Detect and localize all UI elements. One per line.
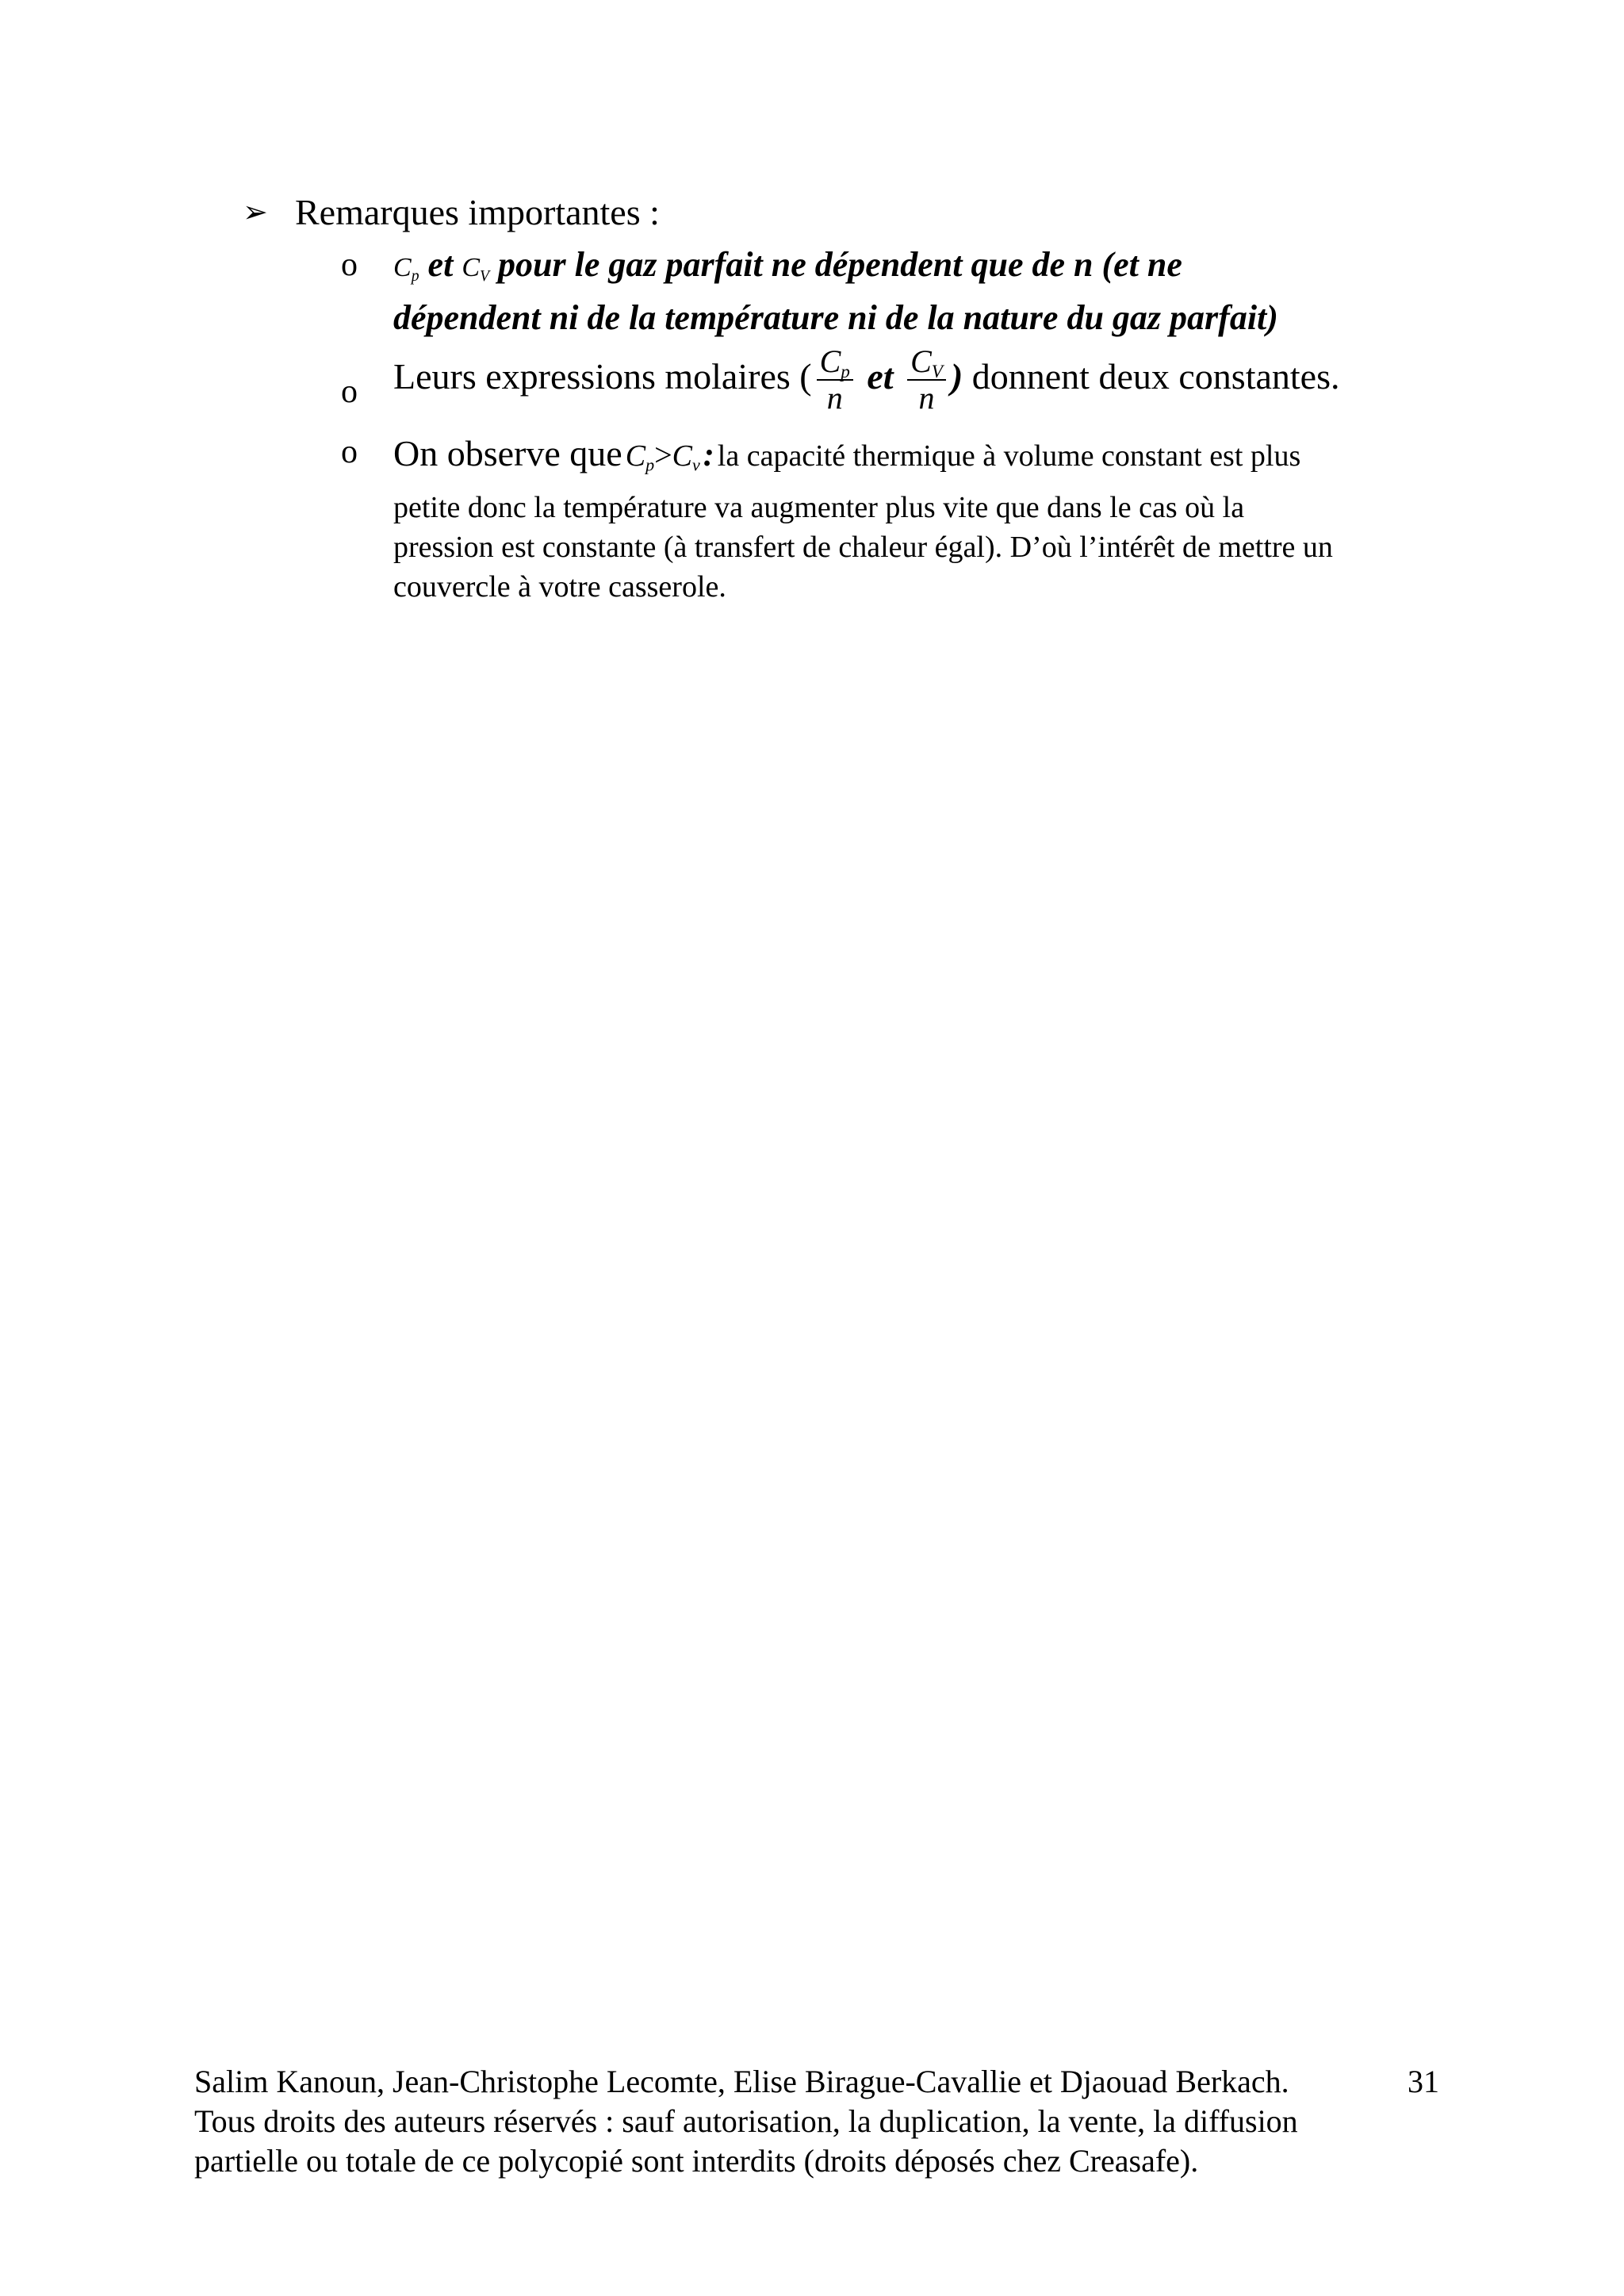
remarks-heading: Remarques importantes : bbox=[295, 192, 660, 232]
symbol-cp: $C_p$ bbox=[393, 253, 419, 285]
footer-authors: Salim Kanoun, Jean-Christophe Lecomte, Elise Birague-Cavallie et Djaouad Berkach. bbox=[194, 2064, 1289, 2099]
circle-bullet: o bbox=[341, 374, 358, 410]
closing-paren: ) bbox=[950, 356, 963, 397]
greater-than-operator: > bbox=[654, 437, 672, 473]
fraction-cv-over-n: $\frac{C_V}{n}$ bbox=[907, 344, 946, 416]
remark-item-3-text-1: la capacité thermique à volume constant est plus bbox=[717, 439, 1301, 473]
remark-item-1-line-1 bbox=[393, 243, 1278, 290]
symbol-cv: $C_v$ bbox=[672, 439, 700, 475]
remark-item-3-line-4: couvercle à votre casserole. bbox=[393, 570, 726, 604]
remark-item-3-line-1 bbox=[393, 428, 1333, 488]
circle-bullet: o bbox=[341, 434, 358, 470]
footer-rights-line-2: partielle ou totale de ce polycopié sont interdits (droits déposés chez Creasafe). bbox=[194, 2143, 1199, 2179]
arrow-right-bullet-icon: ➢ bbox=[243, 196, 268, 229]
remark-item-3-prefix: On observe que bbox=[393, 433, 622, 473]
remarks-heading-row bbox=[243, 190, 660, 235]
remark-item-3-line-2: petite donc la température va augmenter plus vite que dans le cas où la bbox=[393, 491, 1245, 524]
remark-item-1-line-2: dépendent ni de la température ni de la nature du gaz parfait) bbox=[393, 298, 1278, 337]
remark-item-2-suffix: donnent deux constantes. bbox=[971, 356, 1340, 397]
remark-item-2-body bbox=[393, 341, 1340, 416]
copyright-footer bbox=[194, 2062, 1447, 2181]
and-word: et bbox=[427, 245, 454, 284]
fraction-cp-over-n: $\frac{C_p}{n}$ bbox=[817, 344, 853, 416]
remark-item-1-body bbox=[393, 243, 1278, 346]
colon: : bbox=[703, 437, 714, 473]
remark-item-3-body bbox=[393, 428, 1333, 607]
remark-item-1-text-1: pour le gaz parfait ne dépendent que de n (et ne bbox=[498, 245, 1182, 284]
page-number: 31 bbox=[1408, 2064, 1439, 2099]
and-word: et bbox=[867, 356, 894, 397]
circle-bullet: o bbox=[341, 247, 358, 283]
remark-item-3-line-3: pression est constante (à transfert de chaleur égal). D’où l’intérêt de mettre un bbox=[393, 531, 1333, 564]
symbol-cv: $C_V$ bbox=[462, 253, 490, 285]
remark-item-2-prefix: Leurs expressions molaires ( bbox=[393, 356, 812, 397]
footer-rights-line-1: Tous droits des auteurs réservés : sauf autorisation, la duplication, la vente, la diffusion bbox=[194, 2103, 1298, 2139]
symbol-cp: $C_p$ bbox=[625, 439, 655, 475]
